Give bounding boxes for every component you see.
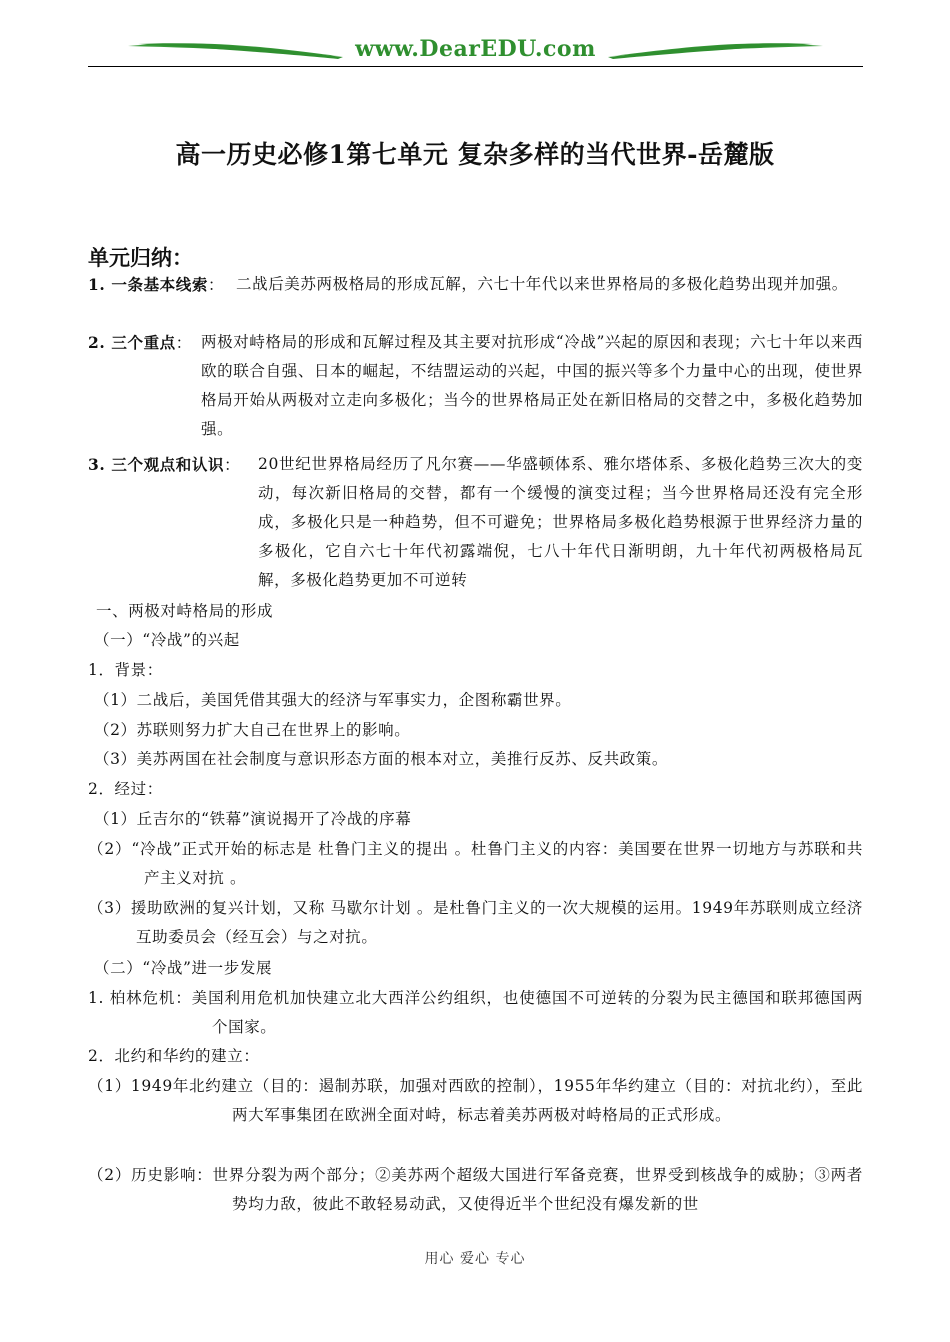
development-item-2-1: （1）1949年北约建立（目的：遏制苏联，加强对西欧的控制），1955年华约建立（目的：对抗北约），至此两大军事集团在欧洲全面对峙，标志着美苏两极对峙格局的正式形成。 — [88, 1077, 863, 1124]
background-item-3: （3）美苏两国在社会制度与意识形态方面的根本对立，美推行反苏、反共政策。 — [94, 750, 668, 768]
development-item-1: 1. 柏林危机：美国利用危机加快建立北大西洋公约组织，也使德国不可逆转的分裂为民主德国和联邦德国两个国家。 — [88, 989, 863, 1036]
subsection-heading: （一）“冷战”的兴起 — [94, 631, 240, 649]
header-divider — [88, 66, 863, 67]
section-heading: 一、两极对峙格局的形成 — [96, 602, 274, 620]
background-heading: 1．背景： — [88, 661, 163, 679]
process-item-1: （1）丘吉尔的“铁幕”演说揭开了冷战的序幕 — [94, 810, 412, 828]
process-item-2: （2）“冷战”正式开始的标志是 杜鲁门主义的提出 。杜鲁门主义的内容：美国要在世界一切地方与苏联和共产主义对抗 。 — [88, 840, 863, 887]
point-2-label: 2. 三个重点： — [88, 333, 192, 352]
process-item-3: （3）援助欧洲的复兴计划，又称 马歇尔计划 。是杜鲁门主义的一次大规模的运用。1949年苏联则成立经济互助委员会（经互会）与之对抗。 — [88, 899, 863, 946]
page-footer: 用心 爱心 专心 — [424, 1251, 526, 1267]
background-item-2: （2）苏联则努力扩大自己在世界上的影响。 — [94, 721, 411, 739]
background-item-1: （1）二战后，美国凭借其强大的经济与军事实力，企图称霸世界。 — [94, 691, 572, 709]
point-1-text: 二战后美苏两极格局的形成瓦解，六七十年代以来世界格局的多极化趋势出现并加强。 — [236, 275, 848, 293]
point-3-label: 3. 三个观点和认识： — [88, 455, 241, 474]
subsection-heading-2: （二）“冷战”进一步发展 — [94, 959, 273, 977]
development-item-2: 2．北约和华约的建立： — [88, 1047, 260, 1065]
page-title: 高一历史必修1第七单元 复杂多样的当代世界-岳麓版 — [175, 140, 775, 169]
site-header — [88, 30, 863, 70]
development-item-2-2: （2）历史影响：世界分裂为两个部分；②美苏两个超级大国进行军备竞赛，世界受到核战争的威胁；③两者势均力敌，彼此不敢轻易动武，又使得近半个世纪没有爆发新的世 — [88, 1166, 863, 1213]
unit-summary-heading: 单元归纳： — [88, 245, 193, 270]
process-heading: 2．经过： — [88, 780, 163, 798]
point-3-text: 20世纪世界格局经历了凡尔赛——华盛顿体系、雅尔塔体系、多极化趋势三次大的变动，每次新旧格局的交替，都有一个缓慢的演变过程；当今世界格局还没有完全形成，多极化只是一种趋势，但不可避免；世界格局多极化趋势根源于世界经济力量的多极化，它自六七十年代初露端倪，七八十年代日渐明朗，九十年代初两极格局瓦解，多极化趋势更加不可逆转 — [258, 455, 863, 589]
point-2-text: 两极对峙格局的形成和瓦解过程及其主要对抗形成“冷战”兴起的原因和表现；六七十年以来西欧的联合自强、日本的崛起，不结盟运动的兴起，中国的振兴等多个力量中心的出现，使世界格局开始从两极对立走向多极化；当今的世界格局正处在新旧格局的交替之中，多极化趋势加强。 — [201, 333, 863, 438]
site-url: www.DearEDU.com — [355, 36, 596, 62]
point-1-label: 1. 一条基本线索： — [88, 275, 225, 294]
